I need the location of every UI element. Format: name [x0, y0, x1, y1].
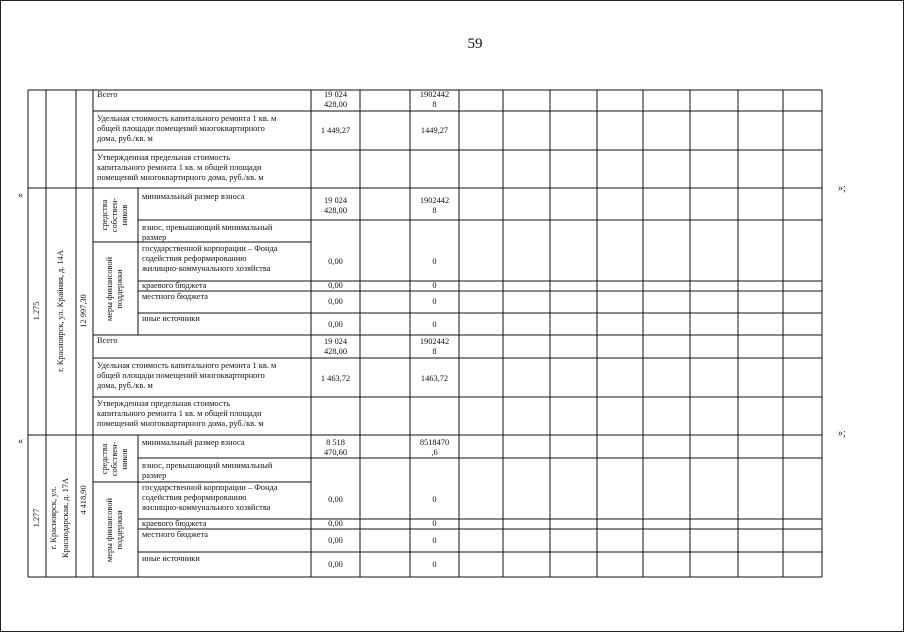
- entry-1277-row-2-label: государственной корпорации – Фонда содействия реформированию жилищно-коммунального хозяйства: [142, 483, 278, 512]
- quote-close-1: »;: [838, 183, 846, 194]
- entry-1275-row-2-a: 0,00: [328, 257, 343, 266]
- entry-1277-row-1-label: взнос, превышающий минимальный размер: [142, 461, 273, 480]
- entry-1275-total-label: Всего: [97, 336, 118, 345]
- entry-1275-row-0-b: 1902442 8: [419, 196, 450, 215]
- entry-1277-row-3-a: 0,00: [328, 519, 343, 528]
- entry-1275-row-2-label: государственной корпорации – Фонда содействия реформированию жилищно-коммунального хозяйства: [142, 244, 278, 273]
- quote-close-2: »;: [838, 428, 846, 439]
- top-total-b: 1902442 8: [419, 90, 450, 109]
- entry-1277-row-5-label: иные источники: [142, 554, 200, 563]
- entry-1277-address-line2: Краснодарская, д. 17А: [61, 477, 70, 559]
- entry-1275-specific-cost-label: Удельная стоимость капитального ремонта 1 кв. м общей площади помещений многоквартирного дома, руб./кв. м: [97, 361, 277, 390]
- top-total-a: 19 024 428,00: [323, 90, 348, 109]
- entry-1275-specific-cost-b: 1463,72: [420, 374, 449, 383]
- entry-1277-row-4-b: 0: [432, 536, 437, 545]
- entry-1275-row-3-a: 0,00: [328, 281, 343, 290]
- entry-1277-owners-group: средства собствен- ников: [100, 441, 129, 477]
- entry-1275-row-5-b: 0: [432, 320, 437, 329]
- entry-1275-owners-group: средства собствен- ников: [100, 197, 129, 233]
- entry-1275-row-4-a: 0,00: [328, 297, 343, 306]
- entry-1277-area: 4 418,90: [79, 485, 88, 515]
- entry-1275-total-b: 1902442 8: [419, 337, 450, 356]
- entry-1277-row-4-label: местного бюджета: [142, 530, 209, 539]
- entry-1275-row-0-a: 19 024 428,00: [323, 196, 348, 215]
- entry-1277-row-0-b: 8518470 ,6: [419, 438, 450, 457]
- entry-1275-row-3-b: 0: [432, 281, 437, 290]
- entry-1277-row-2-b: 0: [432, 495, 437, 504]
- entry-1275-row-2-b: 0: [432, 257, 437, 266]
- top-limit-label: Утвержденная предельная стоимость капитального ремонта 1 кв. м общей площади помещений многоквартирного дома, руб./кв. м: [97, 153, 264, 182]
- entry-1275-row-1-label: взнос, превышающий минимальный размер: [142, 223, 273, 242]
- entry-1277-row-2-a: 0,00: [328, 495, 343, 504]
- entry-1275-total-a: 19 024 428,00: [323, 337, 348, 356]
- entry-1277-address-line1: г. Красноярск, ул.: [49, 486, 58, 550]
- entry-1277-row-3-b: 0: [432, 519, 437, 528]
- entry-1275-row-0-label: минимальный размер взноса: [142, 192, 245, 201]
- quote-open-2: «: [18, 436, 23, 447]
- entry-1275-area: 12 997,30: [79, 294, 88, 328]
- entry-1277-row-5-b: 0: [432, 560, 437, 569]
- entry-1275-row-3-label: краевого бюджета: [142, 281, 207, 290]
- entry-1275-specific-cost-a: 1 463,72: [320, 374, 351, 383]
- quote-open-1: «: [18, 190, 23, 201]
- entry-1275-row-5-label: иные источники: [142, 314, 200, 323]
- entry-1277-row-0-a: 8 518 470,60: [323, 438, 348, 457]
- entry-1275-number: 1.275: [32, 301, 41, 321]
- entry-1277-row-3-label: краевого бюджета: [142, 519, 207, 528]
- entry-1277-row-5-a: 0,00: [328, 560, 343, 569]
- top-specific-cost-b: 1449,27: [420, 126, 449, 135]
- top-specific-cost-a: 1 449,27: [320, 126, 351, 135]
- entry-1275-address: г. Красноярск, ул. Крайняя, д. 14А: [56, 250, 65, 372]
- entry-1277-support-group: меры финансовой поддержки: [105, 498, 124, 562]
- entry-1277-row-4-a: 0,00: [328, 536, 343, 545]
- entry-1275-support-group: меры финансовой поддержки: [105, 257, 124, 321]
- entry-1275-row-4-b: 0: [432, 297, 437, 306]
- top-specific-cost-label: Удельная стоимость капитального ремонта 1 кв. м общей площади помещений многоквартирного дома, руб./кв. м: [97, 114, 277, 143]
- entry-1275-row-4-label: местного бюджета: [142, 292, 209, 301]
- page-number: 59: [467, 36, 483, 52]
- top-total-label: Всего: [97, 90, 118, 99]
- entry-1277-row-0-label: минимальный размер взноса: [142, 438, 245, 447]
- entry-1275-row-5-a: 0,00: [328, 320, 343, 329]
- entry-1277-number: 1.277: [32, 508, 41, 528]
- entry-1275-limit-label: Утвержденная предельная стоимость капитального ремонта 1 кв. м общей площади помещений многоквартирного дома, руб./кв. м: [97, 399, 264, 428]
